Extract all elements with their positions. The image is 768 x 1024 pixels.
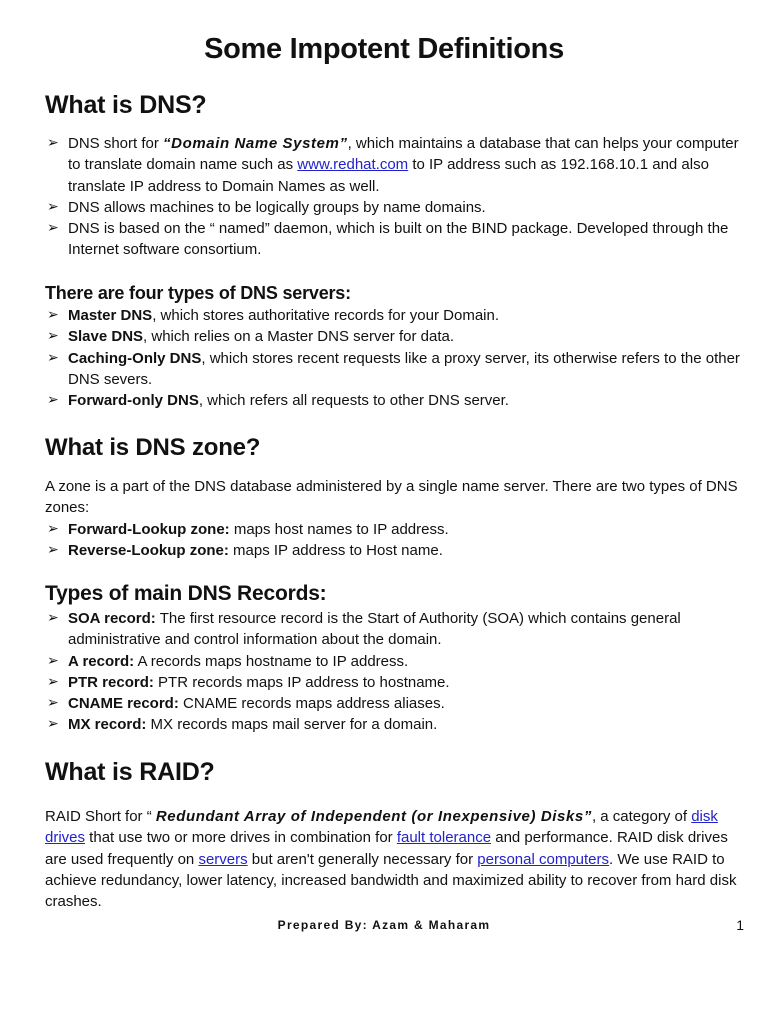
- heading-what-is-raid: What is RAID?: [45, 758, 215, 786]
- dns-bullet-1: ➢ DNS short for “Domain Name System”, which maintains a database that can helps your computer to translate domain name such as www.redhat.com to IP address such as 192.168.10.1 and also translate IP address to Domain Names as well.: [45, 133, 745, 197]
- list-item: ➢ Reverse-Lookup zone: maps IP address to Host name.: [45, 540, 745, 561]
- heading-dns-zone: What is DNS zone?: [45, 434, 261, 461]
- dns-bullet-2: ➢ DNS allows machines to be logically groups by name domains.: [45, 197, 745, 218]
- raid-paragraph: RAID Short for “ Redundant Array of Independent (or Inexpensive) Disks”, a category of disk drives that use two or more drives in combination for fault tolerance and performance. RAID disk drives are used frequently on servers but aren't generally necessary for personal computers. We use RAID to achieve redundancy, lower latency, increased bandwidth and maximized ability to recover from hard disk crashes.: [45, 808, 737, 911]
- list-item: ➢ Forward-Lookup zone: maps host names to IP address.: [45, 519, 745, 540]
- list-item: ➢ Slave DNS, which relies on a Master DNS server for data.: [45, 326, 745, 347]
- dns-bullet-3: ➢ DNS is based on the “ named” daemon, which is built on the BIND package. Developed through the Internet software consortium.: [45, 218, 745, 261]
- redhat-link[interactable]: www.redhat.com: [297, 156, 409, 174]
- list-item: ➢ PTR record: PTR records maps IP address to hostname.: [45, 672, 745, 693]
- zone-section: [45, 476, 745, 561]
- heading-what-is-dns: What is DNS?: [45, 91, 207, 119]
- heading-dns-records: Types of main DNS Records:: [45, 582, 327, 605]
- disk-drives-link[interactable]: disk drives: [45, 808, 718, 847]
- page-title: Some Impotent Definitions: [204, 33, 564, 65]
- list-item: ➢ Caching-Only DNS, which stores recent requests like a proxy server, its otherwise refers to the other DNS severs.: [45, 348, 745, 391]
- page-number: 1: [736, 917, 744, 933]
- dns-bullets: [45, 133, 745, 261]
- list-item: ➢ SOA record: The first resource record is the Start of Authority (SOA) which contains general administrative and control information about the domain.: [45, 608, 745, 651]
- list-item: ➢ MX record: MX records maps mail server for a domain.: [45, 714, 745, 735]
- list-item: ➢ Forward-only DNS, which refers all requests to other DNS server.: [45, 390, 745, 411]
- heading-dns-servers: There are four types of DNS servers:: [45, 283, 351, 303]
- footer-prepared-by: Prepared By: Azam & Maharam: [277, 918, 491, 932]
- list-item: ➢ Master DNS, which stores authoritative records for your Domain.: [45, 305, 745, 326]
- personal-computers-link[interactable]: personal computers: [477, 850, 610, 868]
- zone-paragraph: A zone is a part of the DNS database administered by a single name server. There are two types of DNS zones:: [45, 478, 738, 517]
- list-item: ➢ CNAME record: CNAME records maps address aliases.: [45, 693, 745, 714]
- servers-link[interactable]: servers: [198, 850, 248, 868]
- list-item: ➢ A record: A records maps hostname to IP address.: [45, 651, 745, 672]
- server-types-list: [45, 305, 745, 411]
- records-list: [45, 608, 745, 736]
- fault-tolerance-link[interactable]: fault tolerance: [396, 829, 492, 847]
